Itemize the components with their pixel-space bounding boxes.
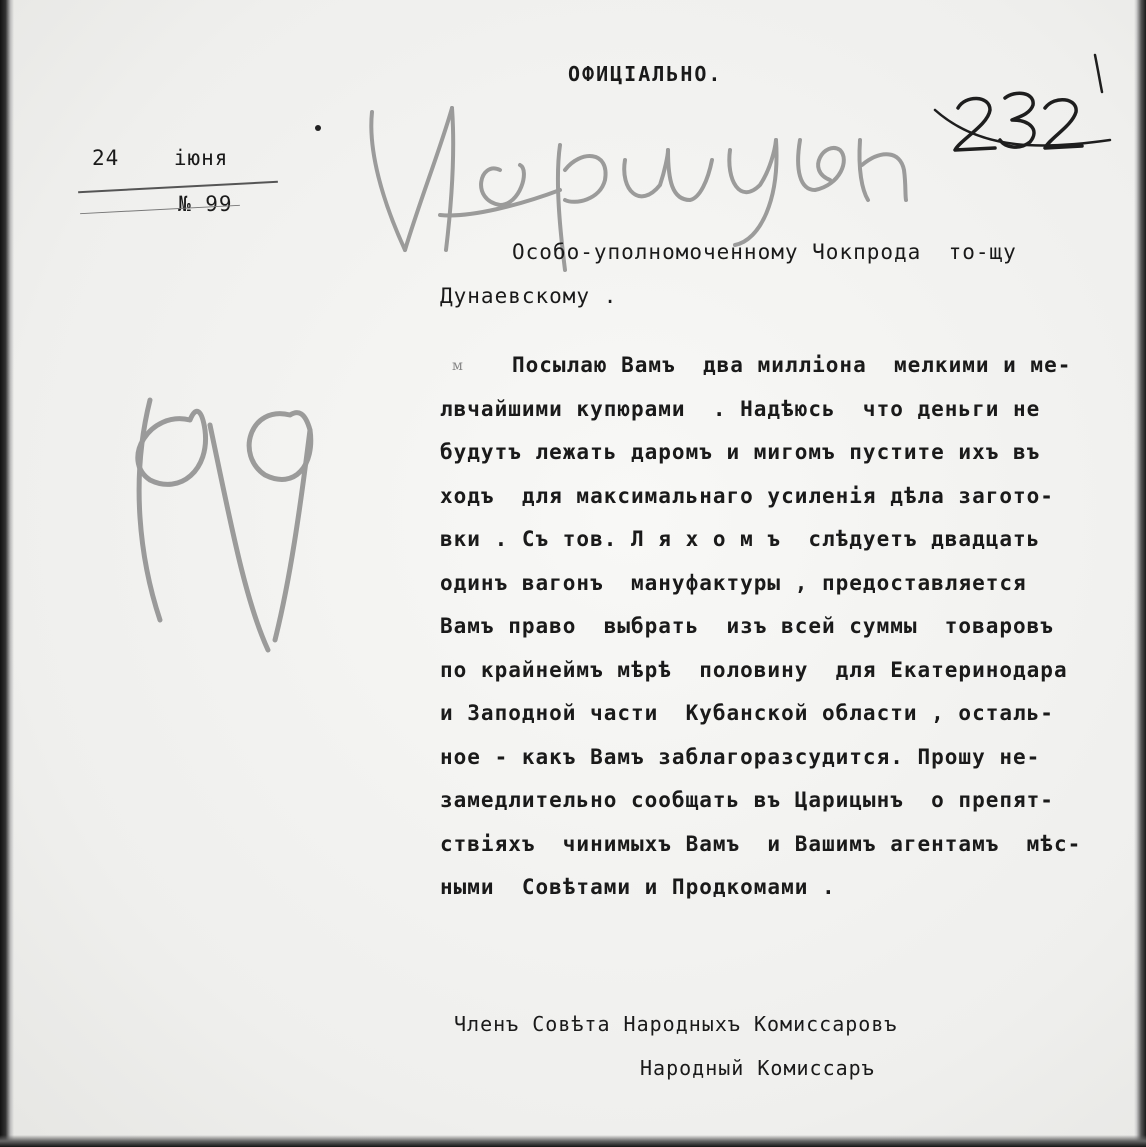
addressee-line: Особо-уполномоченному Чокпрода то-щу — [512, 240, 1017, 264]
margin-mark: м — [452, 358, 463, 374]
body-line: по крайнеймъ мѣрѣ половину для Екатеринодара — [440, 657, 1068, 682]
letter-body — [440, 350, 1081, 916]
body-line: и Заподной части Кубанской области , осталь- — [440, 701, 1054, 725]
body-line: ными Совѣтами и Продкомами . — [440, 875, 836, 899]
body-line: ствіяхъ чинимыхъ Вамъ и Вашимъ агентамъ мѣс- — [440, 831, 1082, 856]
addressee-line: Дунаевскому . — [440, 284, 618, 308]
body-line: замедлительно сообщать въ Царицынъ о препят- — [440, 788, 1054, 812]
body-line: ходъ для максимальнаго усиленія дѣла загото- — [440, 483, 1054, 508]
body-line: одинъ вагонъ мануфактуры , предоставляется — [440, 570, 1027, 595]
body-line: Вамъ право выбрать изъ всей суммы товаровъ — [440, 614, 1054, 638]
body-line: будутъ лежать даромъ и мигомъ пустите ихъ въ — [440, 440, 1041, 464]
document-number: № 99 — [178, 192, 233, 216]
body-line: ное - какъ Вамъ заблагоразсудится. Прошу не- — [440, 744, 1041, 769]
body-line: вки . Съ тов. Л я х о м ъ слѣдуетъ двадцать — [440, 527, 1041, 551]
signature-title: Членъ Совѣта Народныхъ Комиссаровъ — [454, 1012, 898, 1036]
body-line: лвчайшими купюрами . Надѣюсь что деньги не — [440, 396, 1041, 421]
document-date: 24 іюня — [92, 146, 229, 170]
signature-title: Народный Комиссаръ — [640, 1056, 875, 1080]
body-line: Посылаю Вамъ два милліона мелкими и ме- — [512, 353, 1072, 377]
document-heading: ОФИЦІАЛЬНО. — [568, 62, 723, 86]
